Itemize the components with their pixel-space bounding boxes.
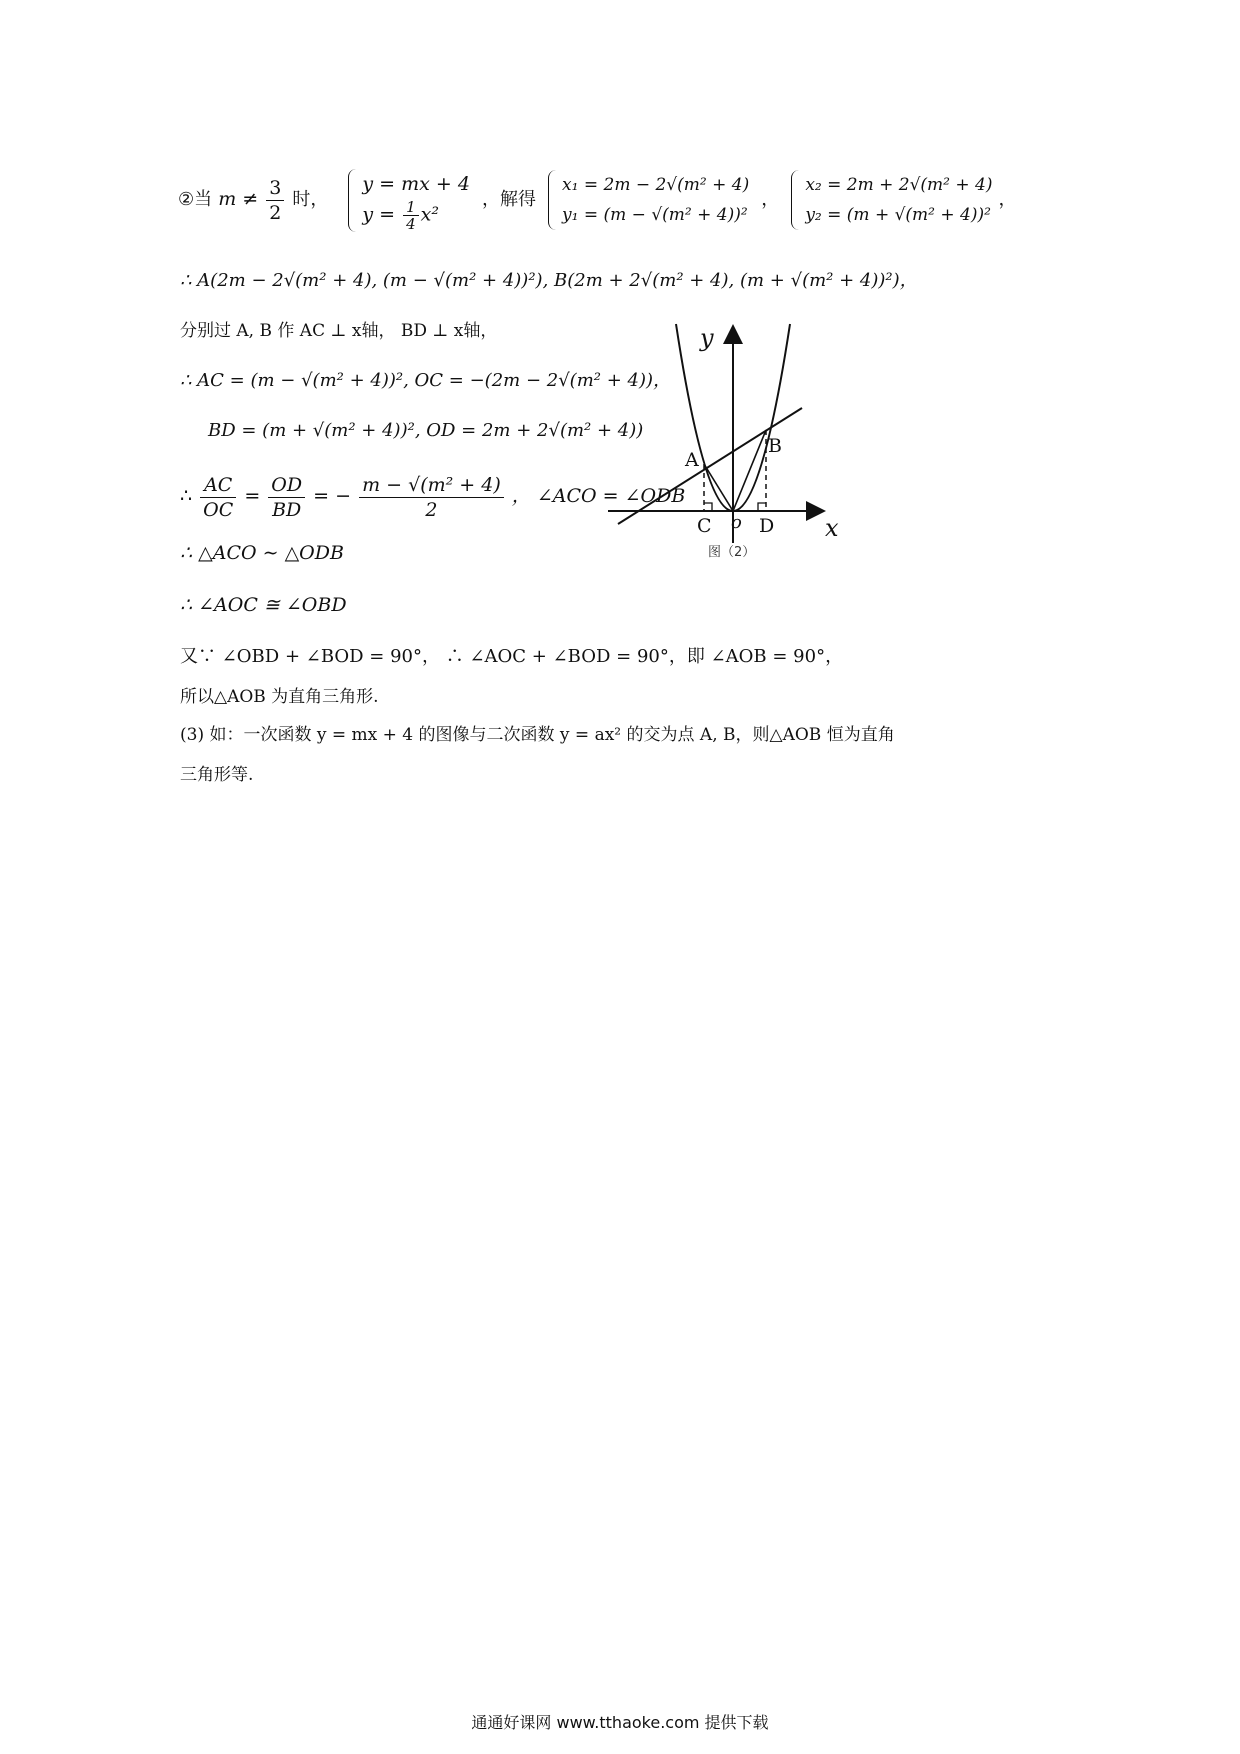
fraction-one-quarter <box>403 199 419 232</box>
brace-icon <box>548 170 559 230</box>
solution-2-x: x₂ = 2m + 2√(m² + 4) <box>805 175 993 195</box>
system-row-1: y = mx + 4 <box>362 172 470 195</box>
solution-1 <box>548 170 749 230</box>
brace-icon <box>791 170 802 230</box>
ratio-line: ∴ $\frac{AC}{OC}$ = $\frac{OD}{BD}$ = − $\frac{\text{m − √(m² + 4)}}{2}$ ， ∠ACO = ∠ODB <box>180 473 686 521</box>
part3-line-1: (3) 如：一次函数 y = mx + 4 的图像与二次函数 y = ax² 的交为点 A, B，则△AOB 恒为直角 <box>180 725 895 745</box>
fraction-od-bd <box>268 473 305 522</box>
solve-word: ，解得 <box>482 189 536 210</box>
points-line: ∴ A(2m − 2√(m² + 4), (m − √(m² + 4))²), B(2m + 2√(m² + 4), (m + √(m² + 4))²)， <box>180 270 918 291</box>
straight-line <box>618 408 802 524</box>
conclusion-line: 所以△AOB 为直角三角形. <box>180 687 379 707</box>
solution-1-y: y₁ = (m − √(m² + 4))² <box>562 205 748 225</box>
fraction-three-halves <box>266 176 284 225</box>
sum90-line: 又∵ ∠OBD + ∠BOD = 90°， ∴ ∠AOC + ∠BOD = 90°，即 ∠AOB = 90°， <box>180 646 844 667</box>
frac-numerator: 1 <box>403 199 419 216</box>
tail-comma: ， <box>998 189 1017 210</box>
separator: ， <box>761 189 780 210</box>
frac-denominator: BD <box>272 498 302 521</box>
frac-numerator: m − √(m² + 4) <box>359 473 504 498</box>
congruent-line: ∴ ∠AOC ≅ ∠OBD <box>180 594 347 616</box>
system-row-2-pre: y = <box>362 203 402 225</box>
system-row-2 <box>362 199 470 232</box>
ac-oc-line: ∴ AC = (m − √(m² + 4))², OC = −(2m − 2√(m² + 4))， <box>180 370 672 391</box>
case2-prefix: ②当 <box>178 189 213 210</box>
fraction-result <box>359 473 504 522</box>
solution-2 <box>791 170 992 230</box>
frac-denominator: 4 <box>406 214 416 233</box>
system-row-2-post: x² <box>420 203 440 225</box>
fraction-ac-oc <box>200 473 236 522</box>
footer-text: 通通好课网 www.tthaoke.com 提供下载 <box>471 1713 769 1732</box>
frac-numerator: 3 <box>266 176 284 201</box>
brace-icon <box>348 169 359 232</box>
label-x: x <box>825 514 839 542</box>
angle-equality: ， ∠ACO = ∠ODB <box>511 485 686 507</box>
label-b: B <box>768 435 782 457</box>
ratio-eq: = − <box>313 485 352 507</box>
frac-denominator: 2 <box>425 498 438 521</box>
right-angle-d-icon <box>758 503 766 511</box>
similar-line: ∴ △ACO ∼ △ODB <box>180 542 344 564</box>
label-y: y <box>700 324 714 352</box>
case2-time: 时， <box>292 189 329 210</box>
label-o: o <box>731 512 742 533</box>
frac-denominator: OC <box>203 498 234 521</box>
figure-caption: 图（2） <box>708 545 756 560</box>
case2-line <box>178 160 1017 238</box>
therefore-symbol: ∴ <box>180 485 193 507</box>
part3-line-2: 三角形等. <box>180 765 254 785</box>
label-c: C <box>697 515 712 537</box>
solution-1-x: x₁ = 2m − 2√(m² + 4) <box>562 175 750 195</box>
solution-2-y: y₂ = (m + √(m² + 4))² <box>805 205 991 225</box>
segment-oa <box>704 464 733 511</box>
bd-od-line: BD = (m + √(m² + 4))², OD = 2m + 2√(m² + 4)) <box>208 420 644 441</box>
system-of-equations <box>348 169 470 232</box>
frac-denominator: 2 <box>269 201 282 224</box>
figure-2-diagram <box>600 318 860 563</box>
case2-condition: m ≠ <box>218 188 265 210</box>
frac-numerator: OD <box>268 473 305 498</box>
label-d: D <box>759 515 775 537</box>
right-angle-c-icon <box>704 503 712 511</box>
perpendicular-line: 分别过 A, B 作 AC ⊥ x轴， BD ⊥ x轴， <box>180 321 498 341</box>
frac-numerator: AC <box>200 473 236 498</box>
label-a: A <box>685 449 699 471</box>
